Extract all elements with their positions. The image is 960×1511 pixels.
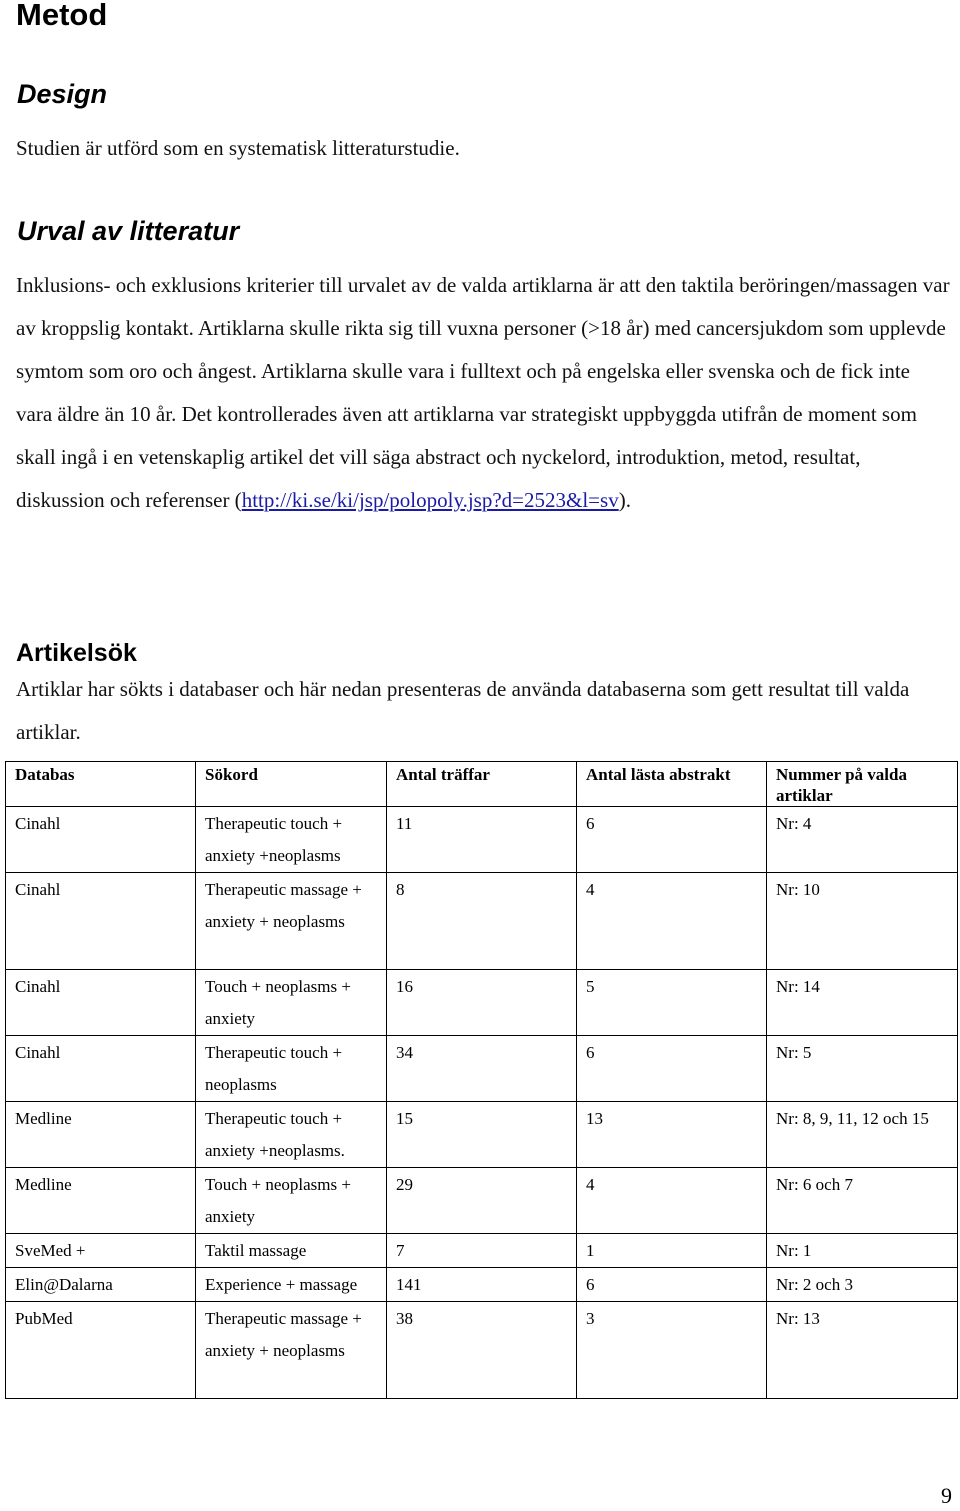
cell-nummer: Nr: 2 och 3 [767, 1268, 958, 1302]
table-row [6, 873, 958, 970]
table-row [6, 1102, 958, 1168]
page-number: 9 [941, 1483, 952, 1508]
table-row [6, 1302, 958, 1399]
header-antal-traffar: Antal träffar [387, 762, 577, 807]
cell-databas: Medline [6, 1168, 196, 1234]
cell-databas: Medline [6, 1102, 196, 1168]
table-row [6, 807, 958, 873]
cell-databas: SveMed + [6, 1234, 196, 1268]
cell-traffar: 16 [387, 970, 577, 1036]
cell-sokord: Therapeutic touch + neoplasms [196, 1036, 387, 1102]
table-row [6, 1234, 958, 1268]
search-results-table [5, 761, 958, 1399]
cell-traffar: 34 [387, 1036, 577, 1102]
cell-databas: Cinahl [6, 1036, 196, 1102]
cell-databas: Cinahl [6, 873, 196, 970]
header-nummer-valda-artiklar: Nummer på valda artiklar [767, 762, 958, 807]
cell-sokord: Therapeutic touch + anxiety +neoplasms [196, 807, 387, 873]
cell-sokord: Experience + massage [196, 1268, 387, 1302]
urval-heading: Urval av litteratur [17, 216, 240, 246]
cell-nummer: Nr: 13 [767, 1302, 958, 1399]
cell-sokord: Therapeutic massage + anxiety + neoplasms [196, 1302, 387, 1399]
urval-body: Inklusions- och exklusions kriterier till urvalet av de valda artiklarna är att den taktila beröringen/massagen var av kroppslig kontakt. Artiklarna skulle rikta sig till vuxna personer (>18 år) med cancersjukdom som upplevde symtom som oro och ångest. Artiklarna skulle vara i fulltext och på engelska eller svenska och de fick inte vara äldre än 10 år. Det kontrollerades även att artiklarna var strategiskt uppbyggda utifrån de moment som skall ingå i en vetenskaplig artikel det vill säga abstract och nyckelord, introduktion, metod, resultat, diskussion och referenser ( [16, 273, 950, 512]
cell-abstrakt: 3 [577, 1302, 767, 1399]
cell-nummer: Nr: 1 [767, 1234, 958, 1268]
cell-traffar: 29 [387, 1168, 577, 1234]
cell-databas: Elin@Dalarna [6, 1268, 196, 1302]
cell-abstrakt: 4 [577, 1168, 767, 1234]
header-sokord: Sökord [196, 762, 387, 807]
polopoly-link[interactable]: http://ki.se/ki/jsp/polopoly.jsp?d=2523&l=sv [241, 488, 619, 512]
cell-nummer: Nr: 14 [767, 970, 958, 1036]
cell-nummer: Nr: 10 [767, 873, 958, 970]
cell-abstrakt: 6 [577, 1036, 767, 1102]
cell-traffar: 11 [387, 807, 577, 873]
cell-traffar: 8 [387, 873, 577, 970]
cell-abstrakt: 6 [577, 807, 767, 873]
table-row [6, 1268, 958, 1302]
table-row [6, 970, 958, 1036]
header-databas: Databas [6, 762, 196, 807]
cell-sokord: Touch + neoplasms + anxiety [196, 970, 387, 1036]
cell-traffar: 15 [387, 1102, 577, 1168]
artikelsok-heading: Artikelsök [16, 639, 137, 667]
design-text: Studien är utförd som en systematisk litteraturstudie. [16, 136, 460, 160]
cell-abstrakt: 13 [577, 1102, 767, 1168]
cell-databas: PubMed [6, 1302, 196, 1399]
cell-sokord: Taktil massage [196, 1234, 387, 1268]
cell-databas: Cinahl [6, 807, 196, 873]
design-heading: Design [17, 79, 108, 109]
cell-traffar: 38 [387, 1302, 577, 1399]
table-row [6, 1168, 958, 1234]
cell-abstrakt: 1 [577, 1234, 767, 1268]
cell-sokord: Therapeutic massage + anxiety + neoplasms [196, 873, 387, 970]
cell-nummer: Nr: 8, 9, 11, 12 och 15 [767, 1102, 958, 1168]
cell-nummer: Nr: 4 [767, 807, 958, 873]
cell-abstrakt: 4 [577, 873, 767, 970]
cell-traffar: 7 [387, 1234, 577, 1268]
cell-databas: Cinahl [6, 970, 196, 1036]
urval-body-end: ). [618, 488, 631, 512]
cell-nummer: Nr: 5 [767, 1036, 958, 1102]
table-row [6, 1036, 958, 1102]
cell-traffar: 141 [387, 1268, 577, 1302]
urval-text [16, 264, 951, 522]
cell-abstrakt: 5 [577, 970, 767, 1036]
cell-sokord: Touch + neoplasms + anxiety [196, 1168, 387, 1234]
cell-sokord: Therapeutic touch + anxiety +neoplasms. [196, 1102, 387, 1168]
cell-nummer: Nr: 6 och 7 [767, 1168, 958, 1234]
artikelsok-text: Artiklar har sökts i databaser och här nedan presenteras de använda databaserna som gett resultat till valda artiklar. [16, 677, 910, 744]
page-title: Metod [16, 0, 108, 32]
header-antal-lasta-abstrakt: Antal lästa abstrakt [577, 762, 767, 807]
table-header-row [6, 762, 958, 807]
cell-abstrakt: 6 [577, 1268, 767, 1302]
